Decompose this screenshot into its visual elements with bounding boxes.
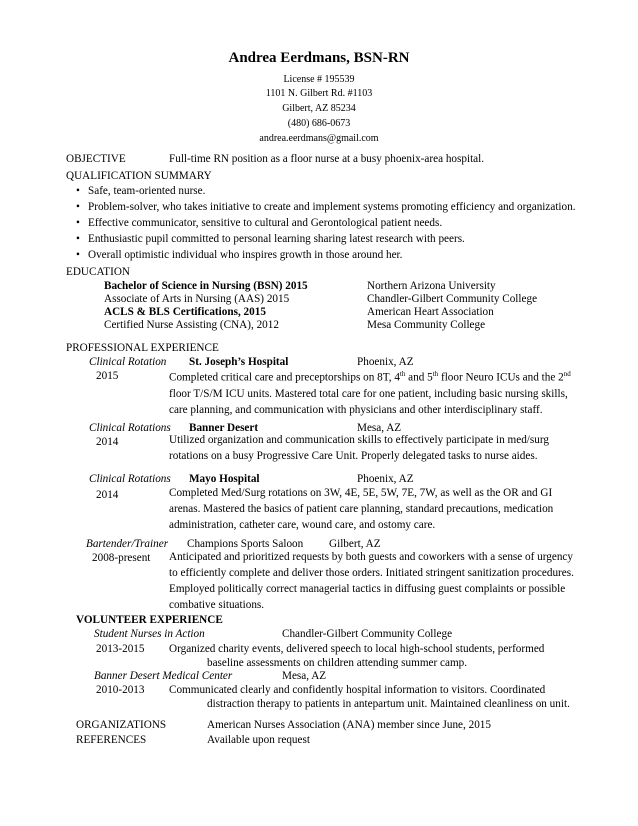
list-item: • Problem-solver, who takes initiative to create and implement systems promoting efficiency and organization. <box>76 199 576 215</box>
volunteer-role: Banner Desert Medical Center <box>94 670 233 682</box>
email-address: andrea.eerdmans@gmail.com <box>259 133 379 144</box>
description-line: combative situations. <box>169 599 265 611</box>
objective-heading: OBJECTIVE <box>66 153 126 165</box>
volunteer-role: Student Nurses in Action <box>94 628 205 640</box>
job-description <box>169 432 549 464</box>
job-role: Clinical Rotation <box>89 356 167 368</box>
job-role: Clinical Rotations <box>89 473 171 485</box>
job-role: Bartender/Trainer <box>86 538 169 550</box>
job-description <box>169 549 574 613</box>
job-location: Phoenix, AZ <box>357 356 414 368</box>
references-text: Available upon request <box>207 734 310 746</box>
education-school: Mesa Community College <box>367 319 486 331</box>
description-line: Completed Med/Surg rotations on 3W, 4E, 5E, 5W, 7E, 7W, as well as the OR and GI <box>169 487 553 499</box>
job-description <box>169 366 571 418</box>
description-line: Employed politically correct managerial tactics in diffusing guest complaints or possible <box>169 583 566 595</box>
education-degree: Bachelor of Science in Nursing (BSN) 2015 <box>104 280 308 292</box>
list-item: • Overall optimistic individual who inspires growth in those around her. <box>76 247 576 263</box>
list-item: • Enthusiastic pupil committed to personal learning sharing latest research with peers. <box>76 231 576 247</box>
phone-number: (480) 686-0673 <box>287 118 351 129</box>
job-year: 2014 <box>96 436 119 448</box>
objective-text: Full-time RN position as a floor nurse at a busy phoenix-area hospital. <box>169 153 485 165</box>
qualification-heading: QUALIFICATION SUMMARY <box>66 170 212 182</box>
license-number: License # 195539 <box>283 74 355 85</box>
description-line: Completed critical care and preceptorships on 8T, 4th and 5th floor Neuro ICUs and the 2nd <box>169 370 571 384</box>
volunteer-organization: Chandler-Gilbert Community College <box>282 628 453 640</box>
description-line: Utilized organization and communication skills to effectively participate in med/surg <box>169 434 549 446</box>
job-employer: Mayo Hospital <box>189 473 260 485</box>
description-line: distraction therapy to patients in antepartum unit. Maintained cleanliness on unit. <box>207 698 570 710</box>
job-description <box>169 485 553 533</box>
job-location: Mesa, AZ <box>357 422 402 434</box>
education-school: Chandler-Gilbert Community College <box>367 293 538 305</box>
description-line: Organized charity events, delivered speech to local high-school students, performed <box>169 643 545 655</box>
job-role: Clinical Rotations <box>89 422 171 434</box>
volunteer-organization: Mesa, AZ <box>282 670 327 682</box>
description-line: floor T/S/M ICU units. Mastered total care for one patient, including basic nursing skills, <box>169 387 568 400</box>
list-item: • Effective communicator, sensitive to cultural and Gerontological patient needs. <box>76 215 576 231</box>
description-line: administration, catheter care, wound care, and ostomy care. <box>169 519 436 531</box>
job-employer: Champions Sports Saloon <box>187 538 304 550</box>
education-degree: Associate of Arts in Nursing (AAS) 2015 <box>104 293 290 305</box>
candidate-name: Andrea Eerdmans, BSN-RN <box>228 50 410 66</box>
volunteer-heading: VOLUNTEER EXPERIENCE <box>76 614 223 626</box>
description-line: baseline assessments on children attending summer camp. <box>207 657 468 669</box>
job-employer: St. Joseph’s Hospital <box>189 356 289 368</box>
job-location: Gilbert, AZ <box>329 538 381 550</box>
education-school: American Heart Association <box>367 306 494 318</box>
experience-heading: PROFESSIONAL EXPERIENCE <box>66 342 219 354</box>
job-location: Phoenix, AZ <box>357 473 414 485</box>
list-item: • Safe, team-oriented nurse. <box>76 183 576 199</box>
volunteer-year: 2010-2013 <box>96 684 145 696</box>
education-school: Northern Arizona University <box>367 280 496 292</box>
description-line: rotations on a busy Progressive Care Unit. Properly delegated tasks to nurse aides. <box>169 450 538 462</box>
job-employer: Banner Desert <box>189 422 259 434</box>
description-line: arenas. Mastered the basics of patient care planning, standard precautions, medication <box>169 503 554 515</box>
volunteer-year: 2013-2015 <box>96 643 145 655</box>
description-line: care planning, and communication with physicians and other interdisciplinary staff. <box>169 403 543 416</box>
job-year: 2008-present <box>92 552 151 564</box>
address-line-1: 1101 N. Gilbert Rd. #1103 <box>265 88 373 99</box>
job-year: 2015 <box>96 370 119 382</box>
address-line-2: Gilbert, AZ 85234 <box>282 103 356 114</box>
organizations-heading: ORGANIZATIONS <box>76 719 167 731</box>
education-degree: Certified Nurse Assisting (CNA), 2012 <box>104 319 279 331</box>
organizations-text: American Nurses Association (ANA) member since June, 2015 <box>207 719 491 731</box>
description-line: to efficiently complete and deliver those orders. Initiated stringent sanitization procedures. <box>169 567 574 579</box>
job-year: 2014 <box>96 489 119 501</box>
education-heading: EDUCATION <box>66 266 131 278</box>
description-line: Communicated clearly and confidently hospital information to visitors. Coordinated <box>169 684 546 696</box>
references-heading: REFERENCES <box>76 734 147 746</box>
education-degree: ACLS & BLS Certifications, 2015 <box>104 306 266 318</box>
description-line: Anticipated and prioritized requests by both guests and coworkers with a sense of urgency <box>169 551 573 563</box>
qualification-list <box>76 183 576 263</box>
